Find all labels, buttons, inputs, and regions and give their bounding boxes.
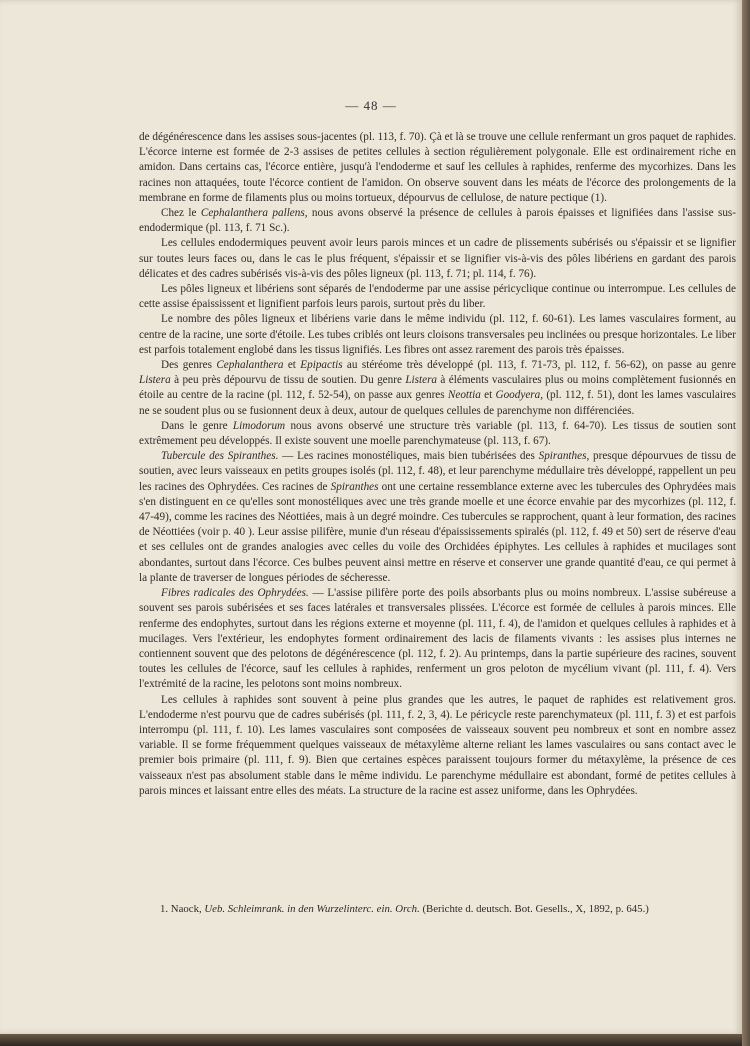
book-binding bbox=[742, 0, 750, 1046]
italic-term: Spiranthes, bbox=[538, 450, 590, 463]
text-run: (pl. 112, f. 51), dont les lames vasculaires ne se soudent plus ou se fusionnent deux à deux, autour de quelques cellules de parenchyme non différenciées. bbox=[139, 389, 737, 417]
italic-term: Fibres radicales des Ophrydées. bbox=[161, 587, 309, 600]
footnote bbox=[160, 903, 740, 915]
text-run: Des genres bbox=[161, 359, 217, 372]
paragraph bbox=[139, 419, 736, 449]
paragraph bbox=[139, 312, 736, 358]
italic-term: Limodorum bbox=[232, 419, 286, 432]
italic-term: Ueb. Schleimrank. in den Wurzelinterc. ein. Orch. bbox=[204, 903, 420, 915]
text-run: à peu près dépourvu de tissu de soutien. Du genre bbox=[170, 374, 406, 387]
text-run: — L'assise pilifère porte des poils absorbants plus ou moins nombreux. L'assise subéreuse a souvent ses parois subérisées et ses faces latérales et transversales plissées. L'écorce est formée de cellules à parois minces. Elle renferme des endophytes, surtout dans les régions externe et moyenne (pl. 111, f. 4), de l'amidon et quelques cellules à raphides et à mucilages. Vers l'extérieur, les endophytes forment ordinairement des lacis de filaments vivants : les assises plus internes ne contiennent souvent que des pelotons de dégénérescence (pl. 112, f. 2). Au printemps, dans la partie supérieure des racines, souvent toutes les cellules de l'écorce, sauf les cellules à raphides, renferment un gros peloton de mycélium vivant (pl. 111, f. 4). Vers l'extrémité de la racine, les pelotons sont moins nombreux. bbox=[139, 587, 736, 691]
text-run: et bbox=[480, 389, 496, 402]
text-run: Dans le genre bbox=[161, 419, 233, 432]
paragraph bbox=[139, 586, 736, 692]
paragraph bbox=[139, 130, 736, 206]
italic-term: Tubercule des Spiranthes. bbox=[161, 450, 279, 463]
text-run: — Les racines monostéliques, mais bien tubérisées des bbox=[278, 450, 539, 463]
italic-term: Cephalanthera bbox=[216, 359, 284, 372]
italic-term: Epipactis bbox=[300, 359, 343, 372]
text-run: nous avons observé une structure très variable (pl. 113, f. 64-70). Les tissus de soutien sont extrêmement peu développés. Il existe souvent une moelle parenchymateuse (pl. 113, f. 67). bbox=[139, 419, 736, 448]
text-run: de dégénérescence dans les assises sous-jacentes (pl. 113, f. 70). Çà et là se trouve une cellule renfermant un gros paquet de raphides. L'écorce interne est formée de 2-3 assises de petites cellules à section régulièrement polygonale. Elle est ordinairement riche en amidon. Dans certains cas, l'écorce entière, jusqu'à l'endoderme et sauf les cellules à raphides, renferme des mycorhizes. Dans les racines non attaquées, toute l'écorce contient de l'amidon. On observe souvent dans les méats de l'écorce des prolongements de la membrane en forme de filaments plus ou moins tortueux, dépourvus de cellulose, de nature pectique (1). bbox=[139, 131, 736, 204]
page-bottom-edge bbox=[0, 1034, 742, 1046]
paragraph bbox=[139, 693, 736, 799]
italic-term: Listera bbox=[405, 374, 438, 387]
page-number: — 48 — bbox=[345, 98, 397, 113]
text-run: Chez le bbox=[161, 207, 201, 220]
text-run: et bbox=[283, 359, 301, 372]
text-run: ont une certaine ressemblance externe avec les tubercules des Ophrydées mais s'en distinguent en ce qu'elles sont monostéliques avec une très grande moelle et une écorce envahie par des mycorhizes (pl. 112, f. 47-49), comme les racines des Néottiées, mais à un degré moindre. Ces tubercules se rapprochent, quant à leur formation, des racines de Néottiées (voir p. 40 ). Leur assise pilifère, munie d'un réseau d'épaississements spiralés (pl. 112, f. 49 et 50) sert de réserve d'eau et ses cellules ont de grandes analogies avec celles du voile des Orchidées épiphytes. Les cellules à raphides et mucilages sont abondantes, surtout dans l'écorce. Ces bulbes peuvent ainsi mettre en réserve et conserver une grande quantité d'eau, ce qui permet à la plante de traverser de longues périodes de sécheresse. bbox=[139, 480, 736, 584]
italic-term: Spiranthes bbox=[330, 480, 379, 493]
text-run: 1. Naock, bbox=[160, 903, 205, 915]
italic-term: Neottia bbox=[447, 389, 481, 402]
paragraph bbox=[139, 206, 736, 236]
text-run: presque dépourvues de tissu de soutien, avec leurs vaisseaux en petits groupes isolés (pl. 112, f. 48), et leur parenchyme médullaire très développé, rappellent un peu les racines des Ophrydées. Ces racines de bbox=[139, 450, 736, 493]
text-run: (Berichte d. deutsch. Bot. Gesells., X, 1892, p. 645.) bbox=[419, 903, 649, 915]
paragraph bbox=[139, 282, 736, 312]
italic-term: Cephalanthera pallens, bbox=[200, 207, 308, 220]
text-run: Les cellules à raphides sont souvent à peine plus grandes que les autres, le paquet de raphides est relativement gros. L'endoderme n'est pourvu que de cadres subérisés (pl. 111, f. 2, 3, 4). Le péricycle reste parenchymateux (pl. 111, f. 3) et est parfois interrompu (pl. 111, f. 10). Les lames vasculaires sont composées de vaisseaux souvent peu nombreux et sont en nombre assez variable. Il se forme fréquemment quelques vaisseaux de métaxylème alterne reliant les lames vasculaires ou sans contact avec le premier bois primaire (pl. 111, f. 9). Bien que certaines espèces paraissent toujours former du métaxylème, la présence de ces vaisseaux n'est pas absolument stable dans le même individu. Le parenchyme médullaire est abondant, formé de petites cellules à parois minces et laissant entre elles des méats. La structure de la racine est assez uniforme, dans les Ophrydées. bbox=[139, 693, 736, 797]
paragraph bbox=[139, 236, 736, 282]
italic-term: Listera bbox=[139, 374, 171, 387]
paragraph bbox=[139, 449, 736, 586]
text-run: au stéréome très développé (pl. 113, f. 71-73, pl. 112, f. 56-62), on passe au genre bbox=[342, 359, 736, 372]
italic-term: Goodyera, bbox=[495, 389, 544, 402]
text-run: Les pôles ligneux et libériens sont séparés de l'endoderme par une assise péricyclique continue ou interrompue. Les cellules de cette assise épaississent et lignifient parfois leurs parois, surtout près du liber. bbox=[139, 283, 736, 311]
text-run: à éléments vasculaires plus ou moins complètement fusionnés en étoile au centre de la racine (pl. 112, f. 52-54), on passe aux genres bbox=[139, 374, 736, 402]
text-run: Les cellules endodermiques peuvent avoir leurs parois minces et un cadre de plissements subérisés ou s'épaissir et se lignifier sur toutes leurs faces ou, dans le cas le plus fréquent, s'épaissir et se lignifier vis-à-vis des pôles libériens en gardant des parois délicates et des cadres subérisés vis-à-vis des pôles ligneux (pl. 113, f. 71; pl. 114, f. 76). bbox=[139, 237, 736, 280]
body-text bbox=[139, 130, 736, 799]
text-run: Le nombre des pôles ligneux et libériens varie dans le même individu (pl. 112, f. 60-61). Les lames vasculaires forment, au centre de la racine, une sorte d'étoile. Les tubes criblés ont leurs cloisons transversales peu inclinées ou presque horizontales. Le liber est parfois totalement englobé dans les tissus lignifiés. Les fibres ont assez rarement des parois très épaisses. bbox=[139, 313, 736, 356]
text-run: nous avons observé la présence de cellules à parois épaisses et lignifiées dans l'assise sus-endodermique (pl. 113, f. 71 Sc.). bbox=[139, 207, 736, 235]
paragraph bbox=[139, 358, 736, 419]
